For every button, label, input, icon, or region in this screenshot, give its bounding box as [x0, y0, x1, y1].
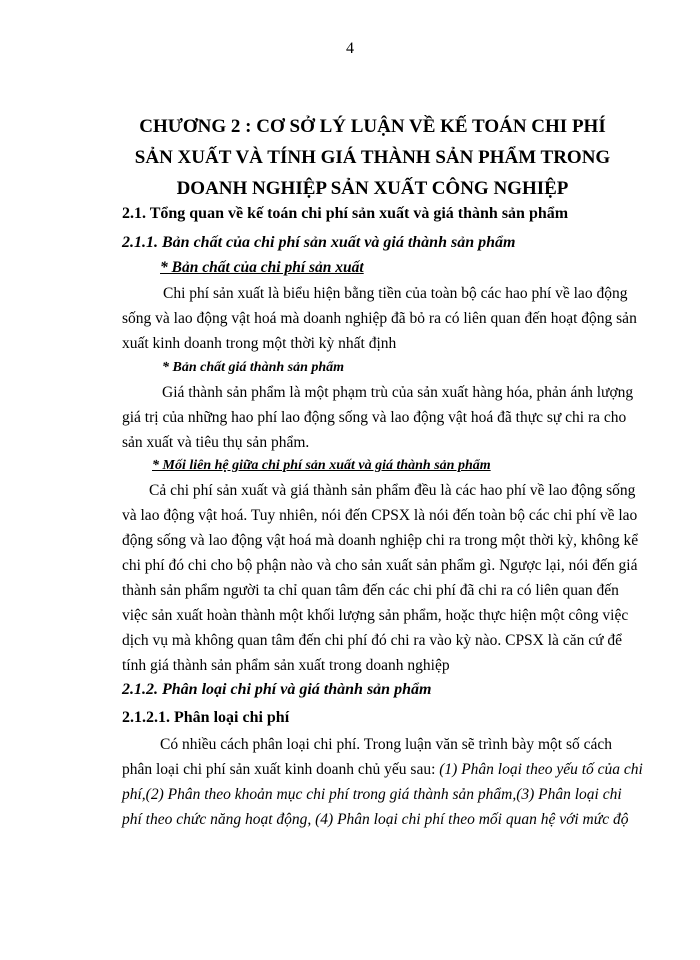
para3-line-3: động sống và lao động vật hoá mà doanh nghiệp chi ra trong một thời kỳ, không kể	[122, 532, 639, 549]
chapter-title-line-2: SẢN XUẤT VÀ TÍNH GIÁ THÀNH SẢN PHẨM TRONG	[134, 147, 611, 168]
heading-2-1-2: 2.1.2. Phân loại chi phí và giá thành sản phẩm	[122, 681, 432, 698]
para3-line-1: Cả chi phí sản xuất và giá thành sản phẩm đều là các hao phí về lao động sống	[149, 482, 636, 499]
para4-line-4: phí theo chức năng hoạt động, (4) Phân loại chi phí theo mối quan hệ với mức độ	[122, 811, 629, 828]
chapter-title-line-3: DOANH NGHIỆP SẢN XUẤT CÔNG NGHIỆP	[176, 178, 569, 199]
subheading-cost-nature: * Bản chất của chi phí sản xuất	[160, 259, 364, 276]
para1-line-2: sống và lao động vật hoá mà doanh nghiệp đã bỏ ra có liên quan đến hoạt động sản	[122, 310, 637, 327]
heading-2-1: 2.1. Tổng quan về kế toán chi phí sản xuất và giá thành sản phẩm	[122, 205, 569, 222]
para1-line-3: xuất kinh doanh trong một thời kỳ nhất định	[122, 335, 397, 352]
chapter-title-line-1: CHƯƠNG 2 : CƠ SỞ LÝ LUẬN VỀ KẾ TOÁN CHI PHÍ	[139, 116, 606, 137]
para3-line-6: việc sản xuất hoàn thành một khối lượng sản phẩm, hoặc thực hiện một công việc	[122, 607, 629, 624]
page-number: 4	[346, 40, 354, 57]
para4-line-1: Có nhiều cách phân loại chi phí. Trong luận văn sẽ trình bày một số cách	[160, 736, 612, 753]
para3-line-4: chi phí đó chi cho bộ phận nào và cho sản xuất sản phẩm gì. Ngược lại, nói đến giá	[122, 557, 638, 574]
para3-line-8: tính giá thành sản phẩm sản xuất trong doanh nghiệp	[122, 657, 450, 674]
para4-line-2: phân loại chi phí sản xuất kinh doanh chủ yếu sau: (1) Phân loại theo yếu tố của chi	[122, 761, 643, 778]
para3-line-5: thành sản phẩm người ta chỉ quan tâm đến các chi phí đã chi ra có liên quan đến	[122, 582, 619, 599]
para2-line-3: sản xuất và tiêu thụ sản phẩm.	[122, 434, 310, 451]
para2-line-1: Giá thành sản phẩm là một phạm trù của sản xuất hàng hóa, phản ánh lượng	[162, 384, 634, 401]
heading-2-1-1: 2.1.1. Bản chất của chi phí sản xuất và giá thành sản phẩm	[122, 234, 516, 251]
subheading-price-nature: * Bản chất giá thành sản phẩm	[162, 360, 345, 375]
heading-2-1-2-1: 2.1.2.1. Phân loại chi phí	[122, 709, 290, 726]
subheading-relation: * Mối liên hệ giữa chi phí sản xuất và giá thành sản phẩm	[152, 458, 491, 473]
para2-line-2: giá trị của những hao phí lao động sống và lao động vật hoá đã thực sự chi ra cho	[122, 409, 627, 426]
para4-line-3: phí,(2) Phân theo khoản mục chi phí trong giá thành sản phẩm,(3) Phân loại chi	[122, 786, 622, 803]
para3-line-2: và lao động vật hoá. Tuy nhiên, nói đến CPSX là nói đến toàn bộ các chi phí về lao	[122, 507, 638, 524]
para1-line-1: Chi phí sản xuất là biểu hiện bằng tiền của toàn bộ các hao phí về lao động	[163, 285, 628, 302]
para3-line-7: dịch vụ mà không quan tâm đến chi phí đó chi ra vào kỳ nào. CPSX là căn cứ để	[122, 632, 622, 649]
